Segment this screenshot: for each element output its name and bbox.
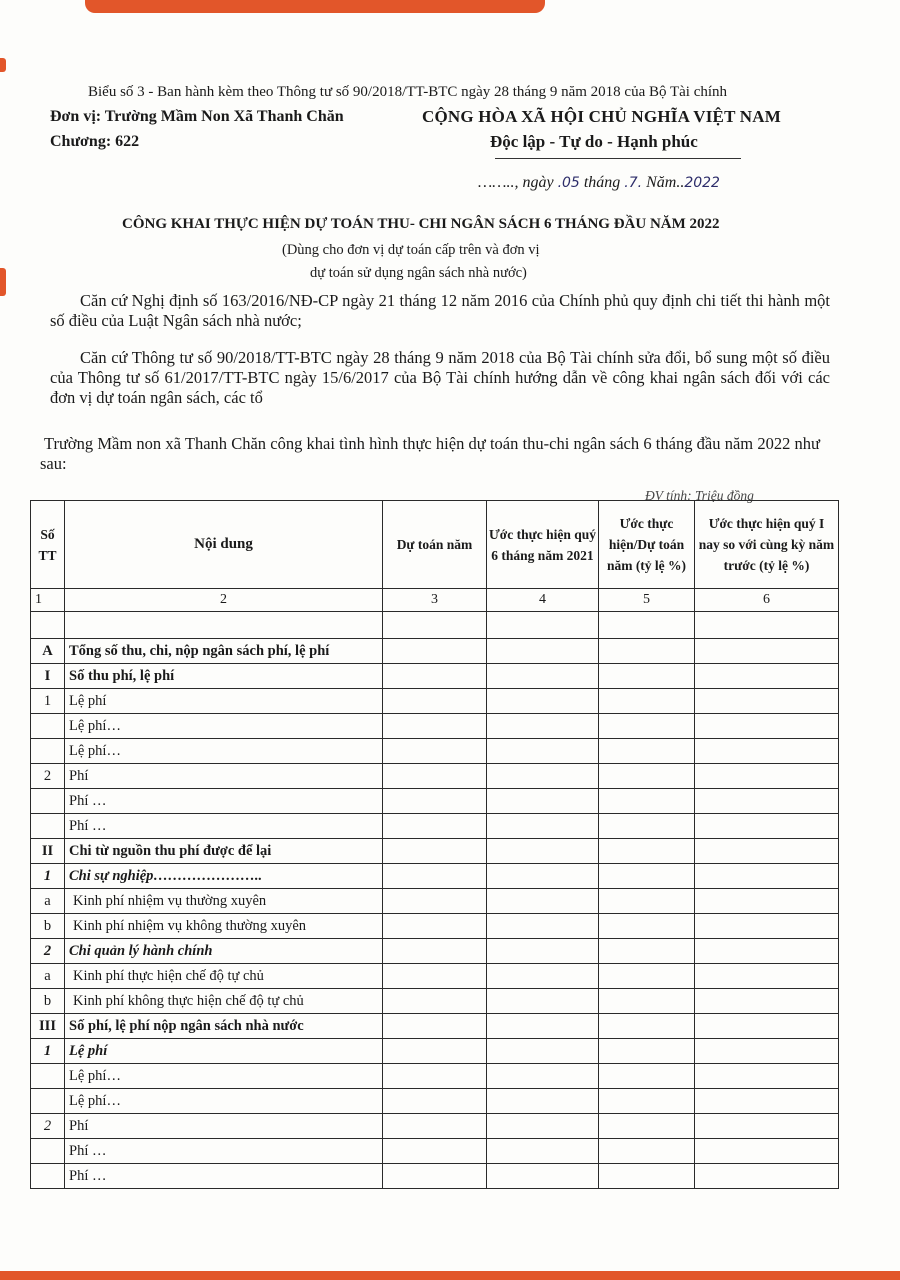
row-value-cell bbox=[599, 939, 695, 964]
date-year: 2022 bbox=[684, 175, 720, 191]
row-content: Tổng số thu, chi, nộp ngân sách phí, lệ phí bbox=[65, 639, 383, 664]
row-stt: 2 bbox=[31, 939, 65, 964]
row-value-cell bbox=[487, 1064, 599, 1089]
table-row bbox=[31, 1164, 839, 1189]
row-value-cell bbox=[487, 789, 599, 814]
column-number: 3 bbox=[383, 589, 487, 612]
row-stt bbox=[31, 1089, 65, 1114]
table-row bbox=[31, 1139, 839, 1164]
column-number: 5 bbox=[599, 589, 695, 612]
date-year-label: Năm.. bbox=[642, 174, 685, 191]
row-value-cell bbox=[383, 1014, 487, 1039]
table-row bbox=[31, 939, 839, 964]
table-row bbox=[31, 1039, 839, 1064]
row-content: Lệ phí bbox=[65, 689, 383, 714]
scan-edge-bottom bbox=[0, 1271, 900, 1280]
row-value-cell bbox=[695, 839, 839, 864]
row-stt bbox=[31, 789, 65, 814]
row-value-cell bbox=[487, 814, 599, 839]
row-value-cell bbox=[487, 714, 599, 739]
table-body bbox=[31, 639, 839, 1189]
row-value-cell bbox=[695, 1064, 839, 1089]
row-value-cell bbox=[599, 1114, 695, 1139]
row-content: Chi từ nguồn thu phí được để lại bbox=[65, 839, 383, 864]
scan-edge-mark bbox=[0, 58, 6, 72]
date-day: .05 bbox=[557, 175, 580, 191]
row-value-cell bbox=[487, 989, 599, 1014]
row-value-cell bbox=[383, 639, 487, 664]
row-value-cell bbox=[383, 789, 487, 814]
row-value-cell bbox=[695, 1164, 839, 1189]
row-stt bbox=[31, 714, 65, 739]
table-row bbox=[31, 789, 839, 814]
document-subtitle-2: dự toán sử dụng ngân sách nhà nước) bbox=[310, 265, 527, 281]
legal-basis-paragraph-1: Căn cứ Nghị định số 163/2016/NĐ-CP ngày 21 tháng 12 năm 2016 của Chính phủ quy định chi tiết thi hành một số điều của Luật Ngân sách nhà nước; bbox=[50, 291, 830, 330]
table-row bbox=[31, 714, 839, 739]
row-value-cell bbox=[695, 1039, 839, 1064]
row-value-cell bbox=[487, 864, 599, 889]
row-value-cell bbox=[695, 689, 839, 714]
header-ratio-estimate: Ước thực hiện/Dự toán năm (tỷ lệ %) bbox=[599, 501, 695, 589]
table-row bbox=[31, 914, 839, 939]
row-value-cell bbox=[599, 689, 695, 714]
motto: Độc lập - Tự do - Hạnh phúc bbox=[490, 132, 698, 151]
row-value-cell bbox=[695, 764, 839, 789]
table-row bbox=[31, 1089, 839, 1114]
row-content: Phí … bbox=[65, 789, 383, 814]
row-value-cell bbox=[383, 714, 487, 739]
row-stt: III bbox=[31, 1014, 65, 1039]
row-value-cell bbox=[383, 989, 487, 1014]
row-stt: II bbox=[31, 839, 65, 864]
motto-underline bbox=[495, 158, 741, 159]
row-content: Phí … bbox=[65, 1164, 383, 1189]
row-value-cell bbox=[487, 889, 599, 914]
row-value-cell bbox=[487, 1114, 599, 1139]
scan-edge-top bbox=[85, 0, 545, 13]
row-value-cell bbox=[695, 714, 839, 739]
row-stt: 1 bbox=[31, 689, 65, 714]
row-value-cell bbox=[383, 839, 487, 864]
column-number: 2 bbox=[65, 589, 383, 612]
header-stt: Số TT bbox=[31, 501, 65, 589]
row-value-cell bbox=[487, 914, 599, 939]
row-value-cell bbox=[599, 839, 695, 864]
row-stt: 1 bbox=[31, 1039, 65, 1064]
row-content: Lệ phí bbox=[65, 1039, 383, 1064]
table-row bbox=[31, 689, 839, 714]
row-value-cell bbox=[695, 964, 839, 989]
row-value-cell bbox=[487, 1014, 599, 1039]
reference-line: Biểu số 3 - Ban hành kèm theo Thông tư số 90/2018/TT-BTC ngày 28 tháng 9 năm 2018 của Bộ Tài chính bbox=[88, 84, 728, 100]
row-value-cell bbox=[383, 1064, 487, 1089]
row-content: Kinh phí nhiệm vụ thường xuyên bbox=[65, 889, 383, 914]
row-value-cell bbox=[487, 1164, 599, 1189]
row-value-cell bbox=[695, 1014, 839, 1039]
row-value-cell bbox=[599, 1014, 695, 1039]
header-ratio-prev: Ước thực hiện quý I nay so với cùng kỳ năm trước (tỷ lệ %) bbox=[695, 501, 839, 589]
column-number-row bbox=[31, 589, 839, 612]
scan-edge-mark bbox=[0, 268, 6, 296]
document-subtitle-1: (Dùng cho đơn vị dự toán cấp trên và đơn vị bbox=[282, 242, 540, 258]
date-month: .7. bbox=[624, 175, 643, 191]
table-row bbox=[31, 1064, 839, 1089]
republic-heading: CỘNG HÒA XÃ HỘI CHỦ NGHĨA VIỆT NAM bbox=[422, 107, 781, 126]
row-value-cell bbox=[383, 914, 487, 939]
row-value-cell bbox=[383, 664, 487, 689]
table-row bbox=[31, 814, 839, 839]
header-q6-2021: Ước thực hiện quý 6 tháng năm 2021 bbox=[487, 501, 599, 589]
row-value-cell bbox=[599, 739, 695, 764]
row-value-cell bbox=[383, 1139, 487, 1164]
row-content: Phí bbox=[65, 1114, 383, 1139]
row-value-cell bbox=[487, 1089, 599, 1114]
row-value-cell bbox=[695, 739, 839, 764]
row-stt bbox=[31, 1139, 65, 1164]
row-content: Kinh phí không thực hiện chế độ tự chủ bbox=[65, 989, 383, 1014]
date-month-label: tháng bbox=[579, 174, 625, 191]
header-estimate: Dự toán năm bbox=[383, 501, 487, 589]
row-stt bbox=[31, 1164, 65, 1189]
row-value-cell bbox=[487, 764, 599, 789]
row-value-cell bbox=[487, 964, 599, 989]
table-row bbox=[31, 664, 839, 689]
row-value-cell bbox=[383, 814, 487, 839]
chapter-code: Chương: 622 bbox=[50, 133, 140, 150]
row-value-cell bbox=[695, 1089, 839, 1114]
column-number: 1 bbox=[31, 589, 65, 612]
spacer-row bbox=[31, 612, 839, 639]
table-row bbox=[31, 889, 839, 914]
row-stt: a bbox=[31, 964, 65, 989]
row-stt: 1 bbox=[31, 864, 65, 889]
row-value-cell bbox=[383, 889, 487, 914]
row-value-cell bbox=[383, 1039, 487, 1064]
row-value-cell bbox=[599, 664, 695, 689]
row-value-cell bbox=[487, 739, 599, 764]
row-value-cell bbox=[487, 939, 599, 964]
row-value-cell bbox=[487, 664, 599, 689]
table-row bbox=[31, 1114, 839, 1139]
table-row bbox=[31, 864, 839, 889]
row-content: Số phí, lệ phí nộp ngân sách nhà nước bbox=[65, 1014, 383, 1039]
table-row bbox=[31, 964, 839, 989]
legal-basis-paragraph-2: Căn cứ Thông tư số 90/2018/TT-BTC ngày 28 tháng 9 năm 2018 của Bộ Tài chính sửa đổi, bổ sung một số điều của Thông tư số 61/2017/TT-BTC ngày 15/6/2017 của Bộ Tài chính hướng dẫn về công khai ngân sách đối với các đơn vị dự toán ngân sách, các tổ bbox=[50, 348, 830, 407]
row-content: Kinh phí nhiệm vụ không thường xuyên bbox=[65, 914, 383, 939]
row-value-cell bbox=[383, 939, 487, 964]
row-content: Kinh phí thực hiện chế độ tự chủ bbox=[65, 964, 383, 989]
column-number: 4 bbox=[487, 589, 599, 612]
row-value-cell bbox=[383, 964, 487, 989]
row-stt bbox=[31, 1064, 65, 1089]
row-value-cell bbox=[599, 714, 695, 739]
row-value-cell bbox=[383, 764, 487, 789]
row-value-cell bbox=[599, 989, 695, 1014]
unit-name: Đơn vị: Trường Mầm Non Xã Thanh Chăn bbox=[50, 108, 344, 125]
row-value-cell bbox=[487, 1039, 599, 1064]
row-value-cell bbox=[695, 814, 839, 839]
row-value-cell bbox=[487, 839, 599, 864]
row-content: Lệ phí… bbox=[65, 1089, 383, 1114]
row-stt: b bbox=[31, 989, 65, 1014]
unit-of-measure: ĐV tính: Triệu đồng bbox=[645, 488, 754, 503]
row-value-cell bbox=[695, 789, 839, 814]
row-value-cell bbox=[383, 739, 487, 764]
row-value-cell bbox=[599, 1089, 695, 1114]
row-value-cell bbox=[487, 1139, 599, 1164]
row-value-cell bbox=[695, 939, 839, 964]
row-value-cell bbox=[599, 814, 695, 839]
row-content: Chi sự nghiệp………………….. bbox=[65, 864, 383, 889]
row-content: Số thu phí, lệ phí bbox=[65, 664, 383, 689]
row-value-cell bbox=[599, 889, 695, 914]
row-value-cell bbox=[599, 1039, 695, 1064]
row-value-cell bbox=[487, 639, 599, 664]
row-value-cell bbox=[695, 864, 839, 889]
row-stt: a bbox=[31, 889, 65, 914]
row-value-cell bbox=[599, 764, 695, 789]
row-stt: 2 bbox=[31, 764, 65, 789]
row-value-cell bbox=[695, 989, 839, 1014]
intro-paragraph: Trường Mầm non xã Thanh Chăn công khai tình hình thực hiện dự toán thu-chi ngân sách 6 tháng đầu năm 2022 như sau: bbox=[40, 434, 820, 473]
table-row bbox=[31, 639, 839, 664]
row-value-cell bbox=[383, 1164, 487, 1189]
table-row bbox=[31, 1014, 839, 1039]
row-value-cell bbox=[695, 889, 839, 914]
row-value-cell bbox=[599, 1164, 695, 1189]
row-content: Phí … bbox=[65, 1139, 383, 1164]
column-number: 6 bbox=[695, 589, 839, 612]
row-value-cell bbox=[599, 1064, 695, 1089]
row-stt: A bbox=[31, 639, 65, 664]
row-value-cell bbox=[487, 689, 599, 714]
date-prefix: …….., ngày bbox=[478, 174, 558, 191]
row-content: Phí … bbox=[65, 814, 383, 839]
date-line bbox=[478, 174, 720, 192]
table-row bbox=[31, 764, 839, 789]
row-value-cell bbox=[695, 1114, 839, 1139]
document-title: CÔNG KHAI THỰC HIỆN DỰ TOÁN THU- CHI NGÂN SÁCH 6 THÁNG ĐẦU NĂM 2022 bbox=[122, 216, 720, 232]
row-stt: b bbox=[31, 914, 65, 939]
table-row bbox=[31, 839, 839, 864]
row-value-cell bbox=[695, 664, 839, 689]
row-content: Lệ phí… bbox=[65, 1064, 383, 1089]
row-value-cell bbox=[599, 964, 695, 989]
row-value-cell bbox=[383, 1114, 487, 1139]
row-value-cell bbox=[599, 639, 695, 664]
row-content: Chi quản lý hành chính bbox=[65, 939, 383, 964]
row-value-cell bbox=[599, 864, 695, 889]
row-stt bbox=[31, 814, 65, 839]
table-row bbox=[31, 739, 839, 764]
row-value-cell bbox=[383, 864, 487, 889]
budget-table bbox=[30, 500, 839, 1189]
row-value-cell bbox=[383, 1089, 487, 1114]
header-content: Nội dung bbox=[65, 501, 383, 589]
row-stt bbox=[31, 739, 65, 764]
row-content: Phí bbox=[65, 764, 383, 789]
row-value-cell bbox=[695, 1139, 839, 1164]
row-stt: I bbox=[31, 664, 65, 689]
row-value-cell bbox=[695, 639, 839, 664]
row-value-cell bbox=[599, 789, 695, 814]
row-content: Lệ phí… bbox=[65, 739, 383, 764]
table-row bbox=[31, 989, 839, 1014]
row-stt: 2 bbox=[31, 1114, 65, 1139]
row-value-cell bbox=[599, 914, 695, 939]
table-header-row bbox=[31, 501, 839, 589]
row-value-cell bbox=[695, 914, 839, 939]
row-content: Lệ phí… bbox=[65, 714, 383, 739]
row-value-cell bbox=[383, 689, 487, 714]
row-value-cell bbox=[599, 1139, 695, 1164]
